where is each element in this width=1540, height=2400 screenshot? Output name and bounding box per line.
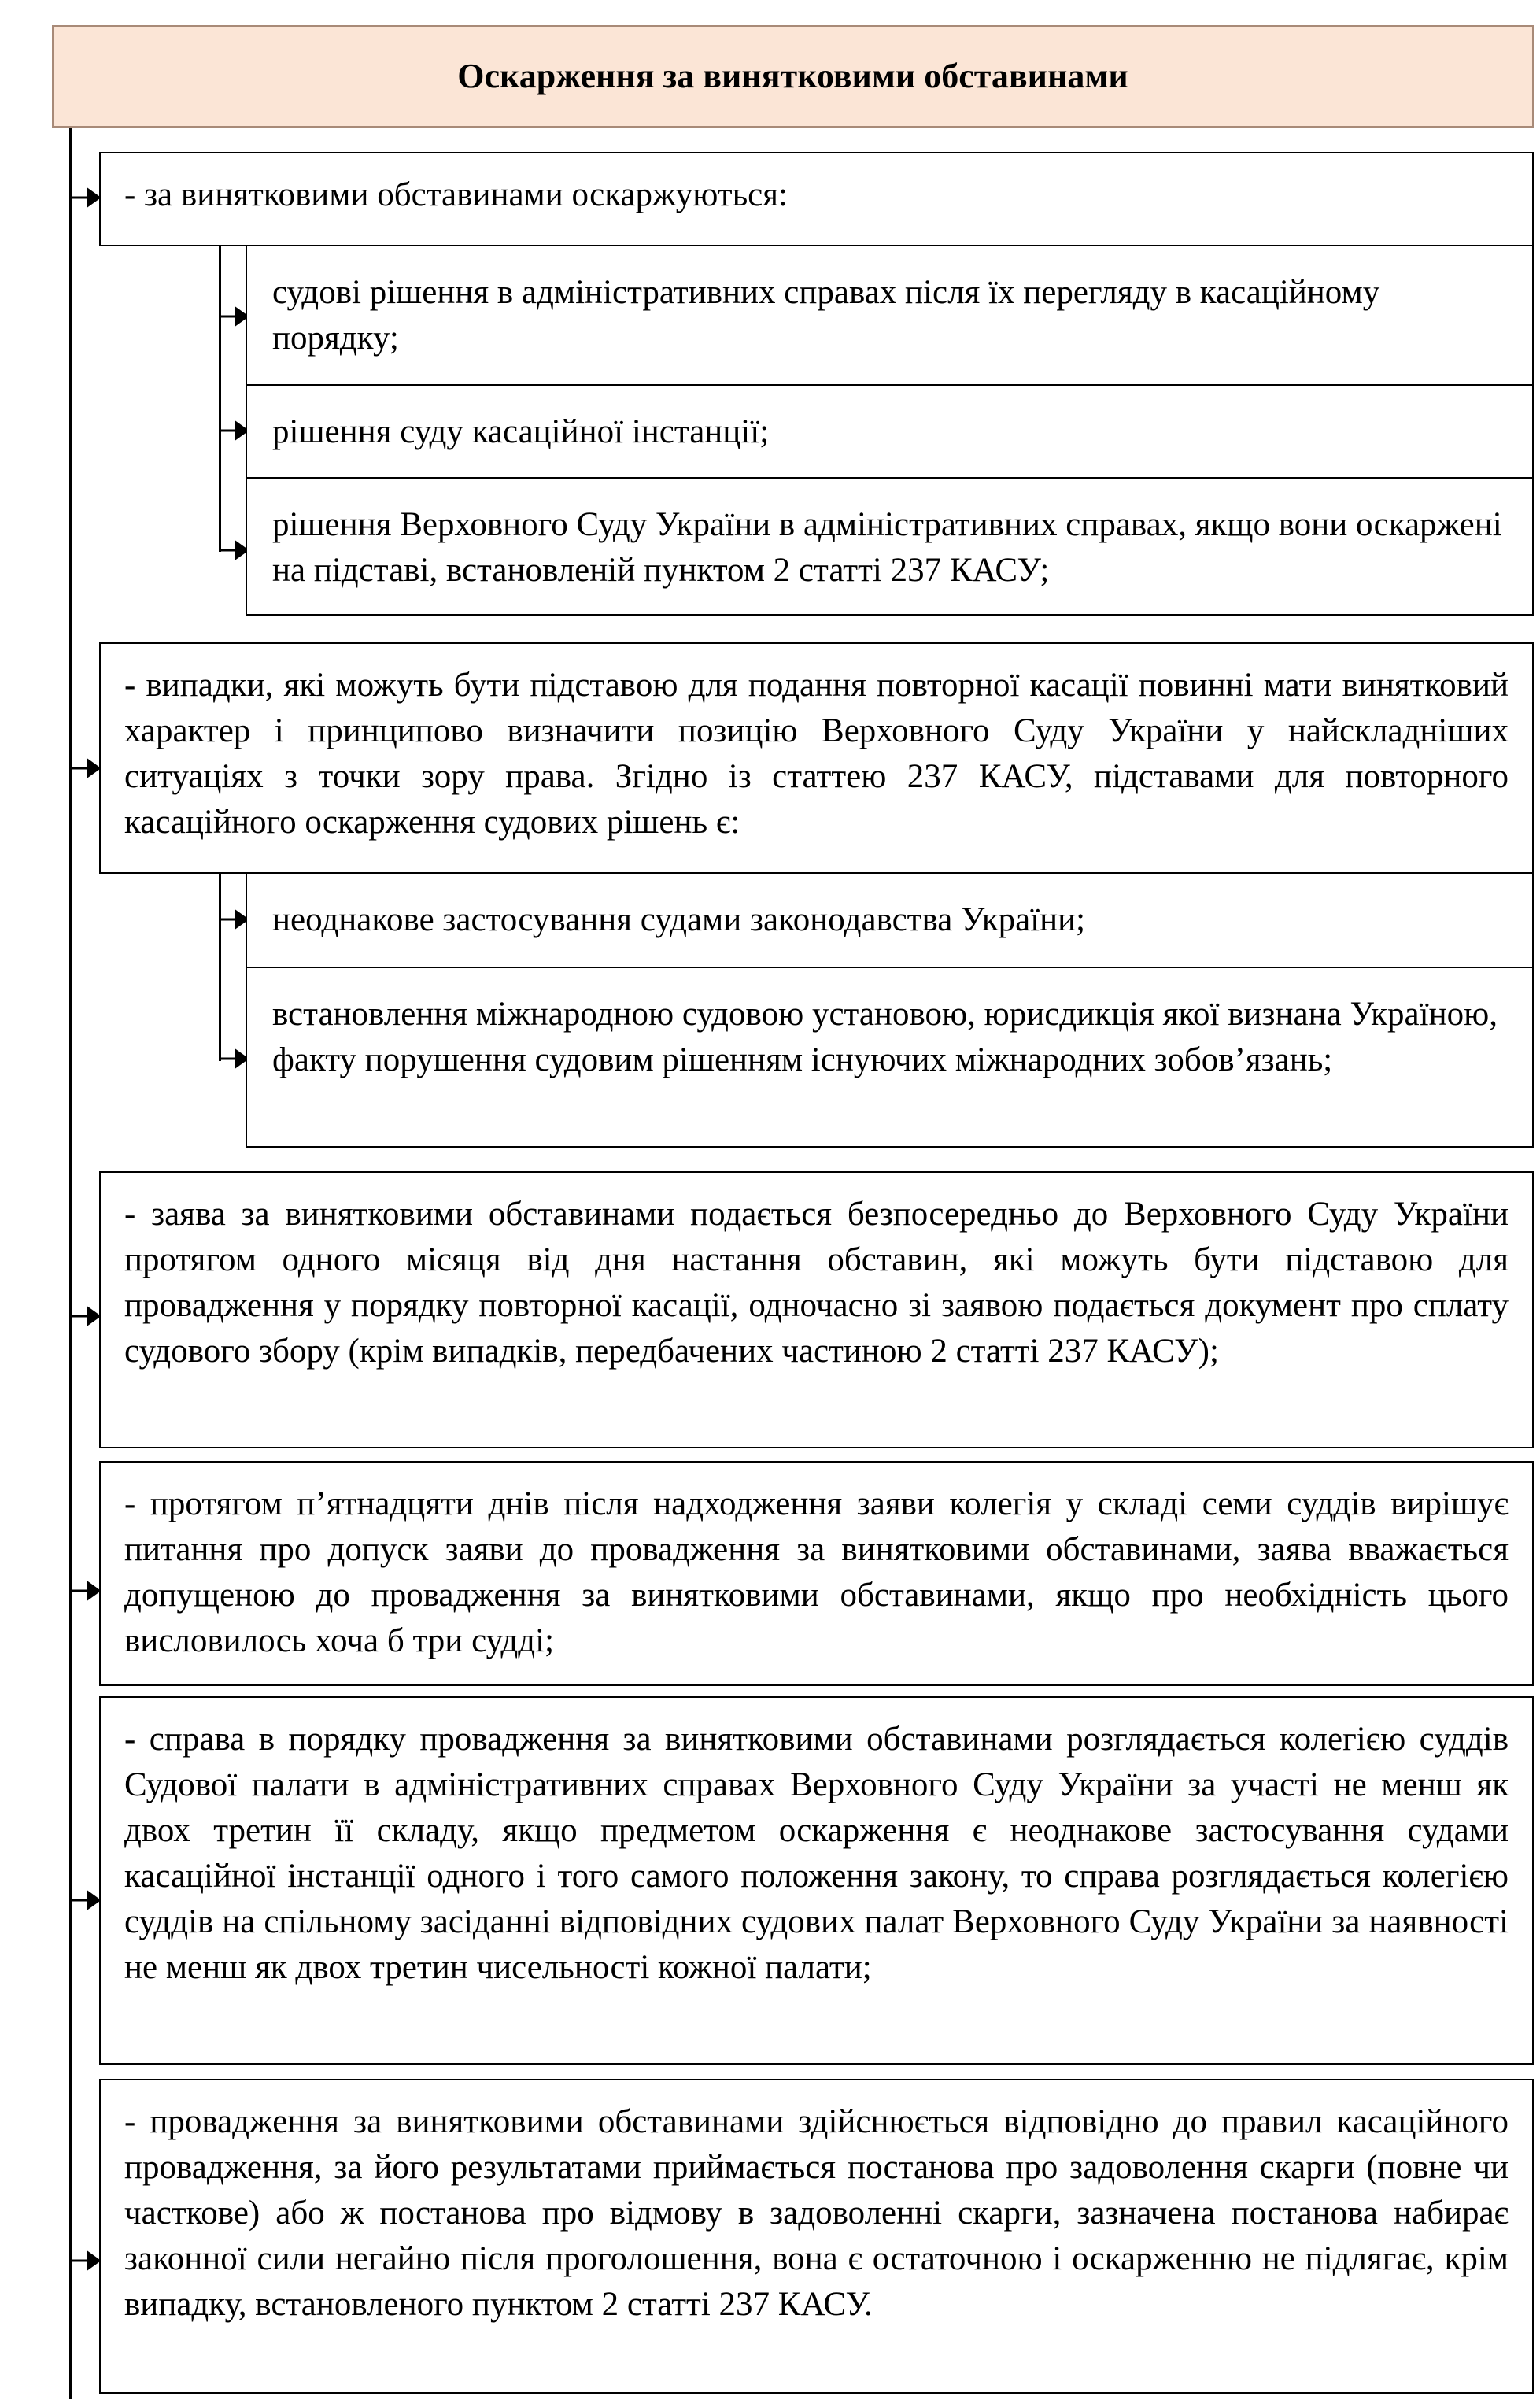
item-6-box xyxy=(99,2079,1534,2394)
branch-connector-1 xyxy=(219,246,221,552)
diagram-title-text: Оскарження за винятковими обставинами xyxy=(457,57,1128,95)
item-2-subitem-1-text: неоднакове застосування судами законодавства України; xyxy=(272,901,1086,938)
item-1-subitem-1-text: судові рішення в адміністративних справах після їх перегляду в касаційному порядку; xyxy=(272,274,1380,357)
main-connector xyxy=(69,128,72,2399)
item-3-box xyxy=(99,1171,1534,1448)
item-2-text: - випадки, які можуть бути підставою для подання повторної касації повинні мати винятковий характер і принципово визначити позицію Верховного Суду України у найскладніших ситуаціях з точки зору права. Згідно із статтею 237 КАСУ, підставами для повторного касаційного оскарження судових рішень є: xyxy=(124,667,1509,841)
item-1-subitem-3-text: рішення Верховного Суду України в адміністративних справах, якщо вони оскаржені на підставі, встановленій пунктом 2 статті 237 КАСУ; xyxy=(272,506,1502,589)
item-1-subitem-1 xyxy=(246,245,1534,386)
item-3-text: - заява за винятковими обставинами подається безпосередньо до Верховного Суду України протягом одного місяця від дня настання обставин, які можуть бути підставою для провадження у порядку повторної касації, одночасно зі заявою подається документ про сплату судового збору (крім випадків, передбачених частиною 2 статті 237 КАСУ); xyxy=(124,1196,1509,1370)
item-1-text: - за винятковими обставинами оскаржуються: xyxy=(124,176,788,213)
branch-connector-2 xyxy=(219,872,221,1061)
item-2-subitem-1 xyxy=(246,872,1534,968)
item-1-subitem-2 xyxy=(246,384,1534,479)
item-2-subitem-2 xyxy=(246,967,1534,1148)
item-1-subitem-2-text: рішення суду касаційної інстанції; xyxy=(272,413,770,450)
item-1-subitem-3 xyxy=(246,477,1534,616)
item-6-text: - провадження за винятковими обставинами здійснюється відповідно до правил касаційного провадження, за його результатами приймається постанова про задоволення скарги (повне чи часткове) або ж постанова про відмову в задоволенні скарги, зазначена постанова набирає законної сили негайно після проголошення, вона є остаточною і оскарженню не підлягає, крім випадку, встановленого пунктом 2 статті 237 КАСУ. xyxy=(124,2103,1509,2323)
item-5-text: - справа в порядку провадження за винятковими обставинами розглядається колегією суддів Судової палати в адміністративних справах Верховного Суду України за участі не менш як двох третин її складу, якщо предметом оскарження є неоднакове застосування судами касаційної інстанції одного і того самого положення закону, то справа розглядається колегією суддів на спільному засіданні відповідних судових палат Верховного Суду України за наявності не менш як двох третин чисельності кожної палати; xyxy=(124,1721,1509,1986)
item-2-subitem-2-text: встановлення міжнародною судовою установою, юрисдикція якої визнана Україною, факту порушення судовим рішенням існуючих міжнародних зобов’язань; xyxy=(272,996,1498,1078)
item-4-box xyxy=(99,1461,1534,1686)
item-1-box xyxy=(99,152,1534,246)
item-2-box xyxy=(99,642,1534,874)
diagram-title xyxy=(52,25,1534,128)
item-5-box xyxy=(99,1696,1534,2065)
item-4-text: - протягом п’ятнадцяти днів після надходження заяви колегія у складі семи суддів вирішує питання про допуск заяви до провадження за винятковими обставинами, заява вважається допущеною до провадження за винятковими обставинами, якщо про необхідність цього висловилось хоча б три судді; xyxy=(124,1485,1509,1659)
